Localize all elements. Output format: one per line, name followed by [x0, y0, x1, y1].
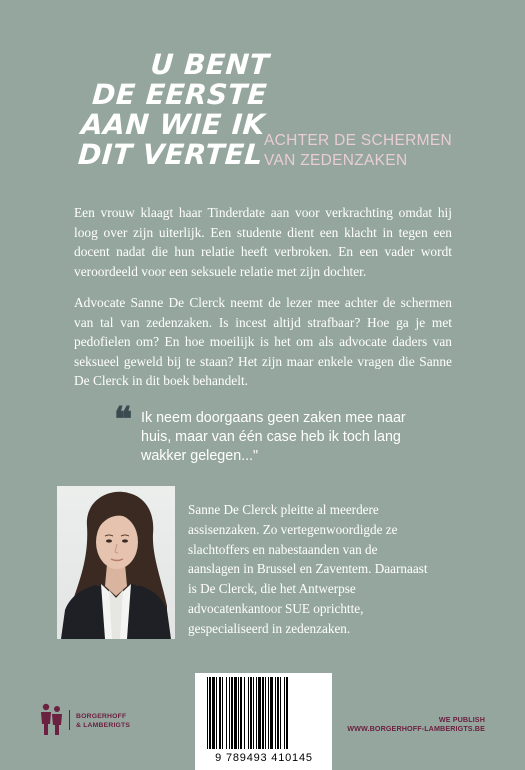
title-line: U BENT — [149, 48, 271, 81]
barcode-bar — [226, 677, 227, 749]
publisher-tagline — [347, 715, 485, 733]
barcode-bar — [216, 677, 217, 749]
logo-divider — [69, 710, 70, 730]
barcode — [195, 673, 332, 770]
barcode-bar — [238, 677, 239, 749]
publisher-name-line: & LAMBERIGTS — [76, 722, 131, 729]
pull-quote: Ik neem doorgaans geen zaken mee naar huis, maar van één case heb ik toch lang wakker gelegen..." — [141, 410, 406, 464]
barcode-bar — [270, 677, 273, 749]
barcode-bar — [277, 677, 279, 749]
barcode-bar — [268, 677, 269, 749]
barcode-bar — [284, 677, 285, 749]
subtitle-line: VAN ZEDENZAKEN — [264, 152, 408, 169]
barcode-bar — [222, 677, 223, 749]
publisher-logo-icon — [36, 702, 66, 741]
isbn-number: 9 789493 410145 — [215, 752, 313, 764]
barcode-bars — [195, 673, 332, 753]
barcode-bar — [244, 677, 245, 749]
author-photo — [57, 486, 175, 639]
barcode-bar — [207, 677, 208, 749]
barcode-bar — [262, 677, 264, 749]
title-line: DE EERSTE — [91, 78, 269, 111]
barcode-bar — [212, 677, 215, 749]
title-line: AAN WIE IK — [80, 108, 267, 141]
barcode-bar — [234, 677, 237, 749]
barcode-bar — [265, 677, 266, 749]
publisher-website-link[interactable]: WWW.BORGERHOFF-LAMBERIGTS.BE — [347, 724, 485, 733]
barcode-bar — [275, 677, 276, 749]
barcode-bar — [280, 677, 281, 749]
barcode-bar — [250, 677, 252, 749]
author-portrait-image — [57, 486, 175, 639]
publisher-name — [76, 712, 130, 730]
tagline-text: WE PUBLISH — [438, 715, 485, 724]
publisher-name-line: BORGERHOFF — [76, 713, 127, 720]
book-subtitle — [264, 131, 464, 171]
barcode-bar — [229, 677, 230, 749]
barcode-bar — [231, 677, 233, 749]
barcode-bar — [258, 677, 261, 749]
author-bio: Sanne De Clerck pleitte al meerdere assisenzaken. Zo vertegenwoordigde ze slachtoffers en nabestaanden van de aanslagen in Brussel en Zaventem. Daarnaast is De Clerck, die het Antwerpse advocatenkantoor SUE oprichtte, gespecialiseerd in zedenzaken. — [188, 502, 428, 636]
barcode-bar — [286, 677, 288, 749]
title-line: DIT VERTEL — [77, 138, 265, 171]
barcode-bar — [209, 677, 211, 749]
subtitle-line: ACHTER DE SCHERMEN — [264, 132, 452, 149]
book-title — [62, 50, 270, 170]
blurb-paragraph-2: Advocate Sanne De Clerck neemt de lezer mee achter de schermen van tal van zedenzaken. Is incest altijd strafbaar? Hoe ga je met pedofielen om? En hoe moeilijk is het om als advocate daders van seksueel geweld bij te staan? Het zijn maar enkele vragen die Sanne De Clerck in dit boek behandelt. — [74, 295, 452, 389]
barcode-bar — [256, 677, 257, 749]
barcode-bar — [240, 677, 242, 749]
quote-mark-icon: ❝ — [114, 400, 133, 440]
barcode-bar — [248, 677, 249, 749]
barcode-bar — [253, 677, 254, 749]
barcode-bar — [219, 677, 221, 749]
blurb-paragraph-1: Een vrouw klaagt haar Tinderdate aan voor verkrachting omdat hij loog over zijn uiterlijk. Een studente dient een klacht in tegen een docent nadat die hun relatie heeft verbroken. En een vader wordt veroordeeld voor een seksuele relatie met zijn dochter. — [74, 205, 452, 279]
